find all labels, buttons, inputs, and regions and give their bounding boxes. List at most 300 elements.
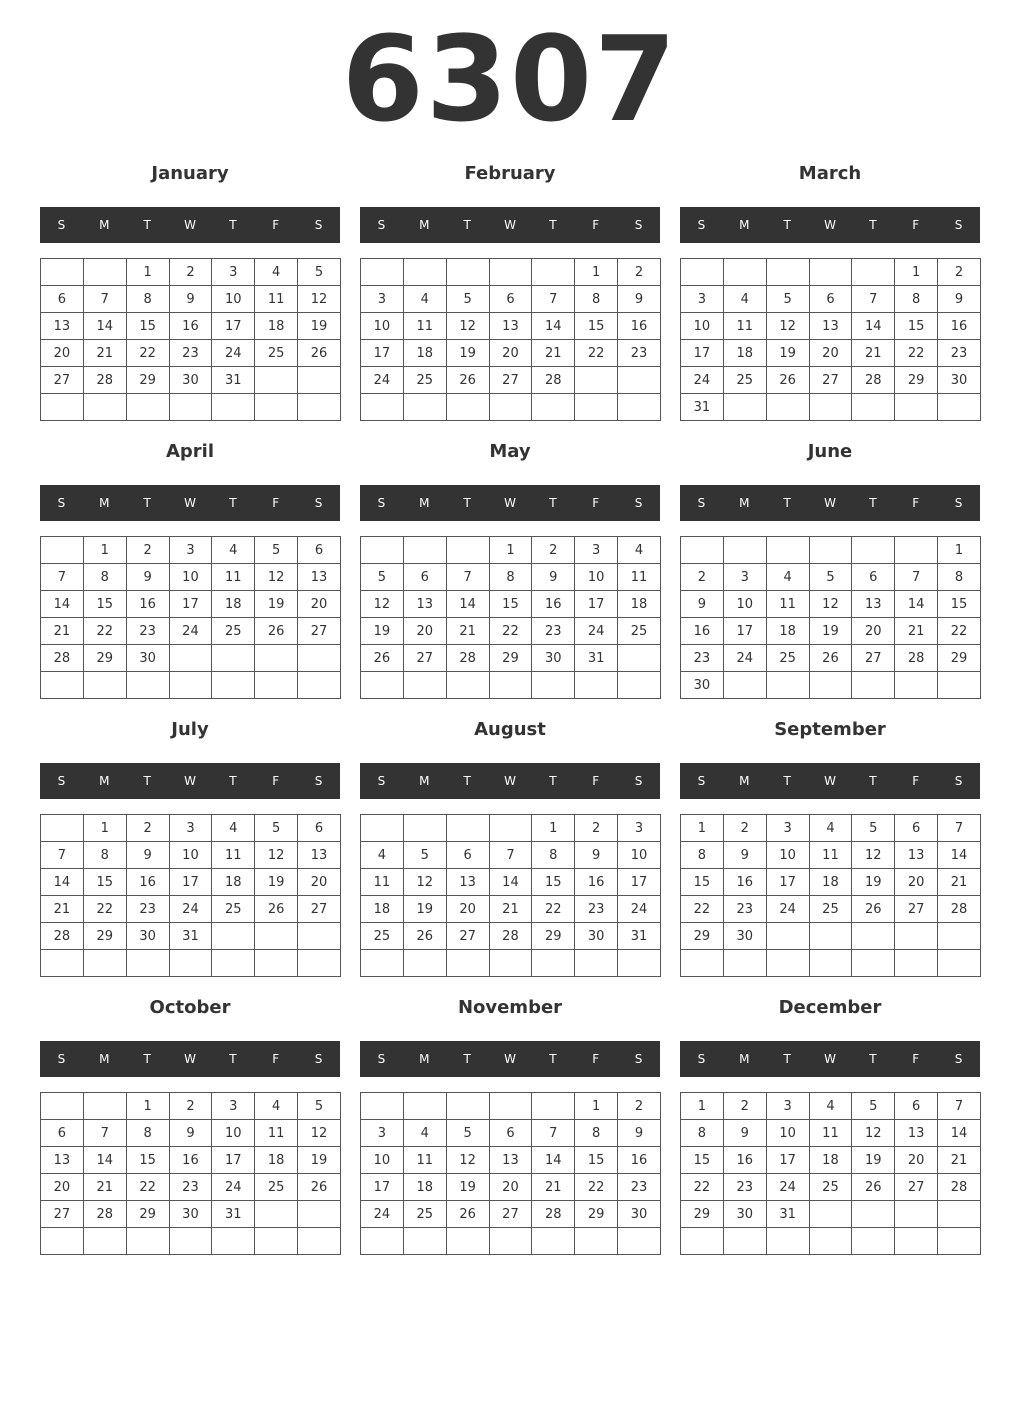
weekday-header	[40, 207, 340, 243]
day-cell: 10	[575, 564, 618, 591]
day-cell	[41, 950, 84, 977]
week-row	[361, 1147, 661, 1174]
day-cell: 13	[489, 313, 532, 340]
weekday-header	[360, 763, 660, 799]
day-grid	[680, 814, 981, 977]
day-cell	[403, 394, 446, 421]
day-cell: 21	[852, 340, 895, 367]
day-cell: 12	[255, 842, 298, 869]
week-row	[361, 286, 661, 313]
day-cell: 5	[298, 1093, 341, 1120]
day-cell	[938, 672, 981, 699]
day-cell: 14	[83, 313, 126, 340]
day-cell: 20	[298, 869, 341, 896]
day-cell: 13	[298, 842, 341, 869]
week-row	[361, 1174, 661, 1201]
day-cell	[852, 259, 895, 286]
day-cell: 24	[766, 896, 809, 923]
day-cell: 19	[255, 591, 298, 618]
day-cell: 23	[723, 1174, 766, 1201]
day-cell: 26	[298, 340, 341, 367]
day-cell	[532, 1093, 575, 1120]
day-cell: 4	[212, 815, 255, 842]
day-cell: 6	[852, 564, 895, 591]
day-cell: 22	[681, 1174, 724, 1201]
day-cell: 23	[723, 896, 766, 923]
weekday-label: S	[57, 774, 66, 788]
day-cell: 15	[938, 591, 981, 618]
week-row	[41, 591, 341, 618]
day-grid	[680, 536, 981, 699]
weekday-header	[360, 1041, 660, 1077]
day-cell	[723, 537, 766, 564]
week-row	[681, 815, 981, 842]
day-cell: 25	[403, 367, 446, 394]
day-cell: 27	[852, 645, 895, 672]
week-row	[361, 367, 661, 394]
day-cell: 26	[298, 1174, 341, 1201]
day-cell	[403, 950, 446, 977]
day-cell: 19	[298, 313, 341, 340]
day-cell	[489, 1093, 532, 1120]
day-cell: 13	[852, 591, 895, 618]
weekday-label: T	[869, 774, 877, 788]
day-cell: 31	[681, 394, 724, 421]
day-cell	[126, 1228, 169, 1255]
week-row	[41, 1228, 341, 1255]
day-cell: 26	[446, 367, 489, 394]
day-cell	[489, 259, 532, 286]
day-cell: 29	[575, 1201, 618, 1228]
month-title: February	[464, 163, 556, 184]
day-cell: 10	[766, 842, 809, 869]
weekday-label: F	[912, 774, 920, 788]
day-cell	[446, 537, 489, 564]
week-row	[41, 564, 341, 591]
day-cell: 12	[403, 869, 446, 896]
day-cell	[41, 1093, 84, 1120]
day-cell: 7	[446, 564, 489, 591]
day-cell	[852, 394, 895, 421]
weekday-header	[680, 485, 980, 521]
day-cell: 1	[895, 259, 938, 286]
day-cell: 3	[575, 537, 618, 564]
day-cell	[489, 815, 532, 842]
day-cell	[938, 1228, 981, 1255]
day-cell	[255, 1201, 298, 1228]
day-cell: 30	[169, 367, 212, 394]
day-cell: 12	[852, 1120, 895, 1147]
weekday-header	[360, 207, 660, 243]
day-cell: 20	[446, 896, 489, 923]
day-cell: 7	[83, 1120, 126, 1147]
day-cell: 14	[446, 591, 489, 618]
day-cell	[83, 259, 126, 286]
weekday-label: T	[869, 218, 877, 232]
day-cell	[169, 950, 212, 977]
weekday-label: T	[143, 218, 151, 232]
day-cell	[446, 815, 489, 842]
week-row	[41, 950, 341, 977]
day-cell: 2	[126, 815, 169, 842]
week-row	[41, 842, 341, 869]
day-cell: 5	[255, 537, 298, 564]
day-cell	[41, 815, 84, 842]
weekday-label: T	[783, 774, 791, 788]
day-cell: 17	[169, 869, 212, 896]
day-cell: 10	[361, 313, 404, 340]
day-cell	[809, 394, 852, 421]
day-cell: 14	[532, 1147, 575, 1174]
day-cell: 6	[403, 564, 446, 591]
day-cell: 6	[298, 815, 341, 842]
day-cell: 4	[255, 259, 298, 286]
day-cell	[723, 1228, 766, 1255]
weekday-label: S	[634, 774, 643, 788]
day-cell	[361, 672, 404, 699]
weekday-label: T	[463, 1052, 471, 1066]
week-row	[361, 842, 661, 869]
day-cell: 27	[41, 367, 84, 394]
day-cell	[681, 950, 724, 977]
day-cell	[298, 1201, 341, 1228]
day-cell	[809, 950, 852, 977]
day-cell	[83, 394, 126, 421]
day-cell: 23	[532, 618, 575, 645]
day-cell	[532, 259, 575, 286]
day-cell: 28	[83, 1201, 126, 1228]
day-cell: 7	[895, 564, 938, 591]
day-cell: 21	[938, 869, 981, 896]
week-row	[41, 869, 341, 896]
month-title: September	[774, 719, 886, 740]
day-cell	[809, 672, 852, 699]
day-cell: 16	[723, 1147, 766, 1174]
day-cell: 25	[361, 923, 404, 950]
day-cell	[895, 1201, 938, 1228]
day-cell: 16	[575, 869, 618, 896]
day-grid	[40, 1092, 341, 1255]
day-cell	[766, 923, 809, 950]
day-cell: 11	[618, 564, 661, 591]
day-cell: 24	[212, 340, 255, 367]
week-row	[41, 1120, 341, 1147]
day-cell: 9	[723, 1120, 766, 1147]
day-cell: 5	[446, 1120, 489, 1147]
weekday-label: M	[99, 496, 110, 510]
day-cell: 19	[298, 1147, 341, 1174]
day-cell	[766, 950, 809, 977]
weekday-header	[680, 207, 980, 243]
day-cell: 27	[895, 896, 938, 923]
day-cell	[255, 367, 298, 394]
week-row	[41, 259, 341, 286]
day-cell	[298, 672, 341, 699]
week-row	[361, 564, 661, 591]
day-cell: 1	[489, 537, 532, 564]
day-cell	[723, 259, 766, 286]
day-cell: 15	[575, 1147, 618, 1174]
day-cell: 1	[126, 1093, 169, 1120]
weekday-label: W	[504, 218, 516, 232]
day-cell: 5	[361, 564, 404, 591]
day-cell	[403, 815, 446, 842]
day-cell: 10	[681, 313, 724, 340]
day-cell	[895, 923, 938, 950]
day-cell: 1	[575, 1093, 618, 1120]
day-cell: 30	[575, 923, 618, 950]
day-cell: 19	[446, 1174, 489, 1201]
week-row	[41, 1174, 341, 1201]
weekday-label: T	[549, 774, 557, 788]
day-cell: 6	[809, 286, 852, 313]
day-cell: 17	[169, 591, 212, 618]
day-cell: 24	[618, 896, 661, 923]
day-cell: 10	[212, 286, 255, 313]
day-cell: 21	[895, 618, 938, 645]
day-cell: 9	[618, 1120, 661, 1147]
year-title: 6307	[341, 10, 679, 148]
weekday-label: F	[592, 496, 600, 510]
day-cell: 6	[895, 815, 938, 842]
day-cell: 23	[126, 896, 169, 923]
weekday-label: T	[463, 496, 471, 510]
weekday-label: T	[143, 496, 151, 510]
week-row	[361, 923, 661, 950]
day-cell: 23	[169, 340, 212, 367]
weekday-label: W	[824, 218, 836, 232]
weekday-label: F	[592, 774, 600, 788]
week-row	[681, 564, 981, 591]
day-cell: 8	[895, 286, 938, 313]
day-cell: 20	[403, 618, 446, 645]
day-cell: 14	[532, 313, 575, 340]
day-cell	[212, 394, 255, 421]
weekday-label: T	[229, 1052, 237, 1066]
month-title: December	[778, 997, 882, 1018]
day-cell	[298, 923, 341, 950]
day-cell	[83, 672, 126, 699]
day-cell: 22	[83, 896, 126, 923]
day-cell	[41, 672, 84, 699]
day-cell: 20	[895, 869, 938, 896]
day-cell: 21	[41, 896, 84, 923]
day-cell: 15	[575, 313, 618, 340]
day-cell: 14	[489, 869, 532, 896]
day-cell: 24	[169, 896, 212, 923]
day-cell: 2	[618, 1093, 661, 1120]
day-cell	[361, 1093, 404, 1120]
weekday-label: M	[739, 496, 750, 510]
day-cell: 26	[446, 1201, 489, 1228]
day-cell: 30	[681, 672, 724, 699]
day-cell: 20	[852, 618, 895, 645]
day-cell: 19	[403, 896, 446, 923]
day-cell: 15	[895, 313, 938, 340]
day-cell	[489, 394, 532, 421]
weekday-label: W	[504, 496, 516, 510]
day-cell: 26	[852, 1174, 895, 1201]
day-cell	[852, 950, 895, 977]
weekday-label: S	[697, 774, 706, 788]
day-cell	[618, 950, 661, 977]
day-cell: 17	[681, 340, 724, 367]
weekday-label: F	[592, 1052, 600, 1066]
day-cell: 18	[255, 313, 298, 340]
day-cell: 28	[41, 923, 84, 950]
day-cell	[41, 537, 84, 564]
day-cell: 28	[532, 367, 575, 394]
day-cell	[403, 259, 446, 286]
day-cell: 22	[575, 340, 618, 367]
week-row	[41, 340, 341, 367]
day-cell: 16	[532, 591, 575, 618]
day-cell: 3	[169, 815, 212, 842]
day-cell: 17	[723, 618, 766, 645]
weekday-label: F	[912, 218, 920, 232]
day-cell	[403, 1228, 446, 1255]
month-title: April	[165, 441, 215, 462]
week-row	[41, 367, 341, 394]
weekday-label: T	[783, 496, 791, 510]
day-cell	[298, 645, 341, 672]
day-cell: 27	[298, 618, 341, 645]
day-cell: 30	[532, 645, 575, 672]
day-cell	[938, 394, 981, 421]
day-cell	[532, 672, 575, 699]
weekday-label: W	[184, 218, 196, 232]
weekday-label: T	[869, 496, 877, 510]
day-cell: 29	[489, 645, 532, 672]
day-cell: 22	[532, 896, 575, 923]
day-cell: 30	[126, 645, 169, 672]
day-cell	[255, 923, 298, 950]
weekday-label: W	[184, 774, 196, 788]
month-title: August	[474, 719, 546, 740]
day-cell: 10	[212, 1120, 255, 1147]
day-cell: 17	[212, 1147, 255, 1174]
day-cell: 20	[298, 591, 341, 618]
day-cell: 7	[532, 1120, 575, 1147]
day-cell	[298, 367, 341, 394]
day-cell	[895, 1228, 938, 1255]
day-cell: 7	[938, 1093, 981, 1120]
day-cell: 19	[852, 869, 895, 896]
day-cell: 10	[618, 842, 661, 869]
day-cell: 26	[255, 896, 298, 923]
day-cell: 29	[126, 1201, 169, 1228]
day-cell: 2	[723, 815, 766, 842]
weekday-label: S	[697, 496, 706, 510]
week-row	[41, 645, 341, 672]
day-cell	[575, 367, 618, 394]
day-cell: 29	[938, 645, 981, 672]
day-cell: 25	[255, 340, 298, 367]
day-cell: 25	[212, 896, 255, 923]
day-cell: 12	[298, 286, 341, 313]
weekday-label: F	[272, 496, 280, 510]
day-cell: 11	[361, 869, 404, 896]
day-cell: 15	[126, 1147, 169, 1174]
weekday-label: S	[377, 218, 386, 232]
day-cell	[895, 537, 938, 564]
day-cell: 23	[575, 896, 618, 923]
day-cell	[41, 259, 84, 286]
day-cell: 12	[446, 1147, 489, 1174]
day-cell	[681, 259, 724, 286]
day-cell	[895, 394, 938, 421]
day-cell: 1	[681, 815, 724, 842]
weekday-label: W	[184, 496, 196, 510]
day-cell: 5	[809, 564, 852, 591]
week-row	[361, 340, 661, 367]
day-cell	[575, 672, 618, 699]
day-cell: 13	[403, 591, 446, 618]
day-cell: 5	[446, 286, 489, 313]
day-cell: 4	[212, 537, 255, 564]
weekday-header	[40, 1041, 340, 1077]
day-cell: 30	[938, 367, 981, 394]
day-cell: 16	[723, 869, 766, 896]
day-cell	[723, 672, 766, 699]
day-cell: 29	[681, 1201, 724, 1228]
day-cell: 14	[41, 591, 84, 618]
day-cell: 2	[681, 564, 724, 591]
day-cell: 8	[126, 1120, 169, 1147]
weekday-header	[40, 485, 340, 521]
day-cell: 5	[298, 259, 341, 286]
day-cell: 23	[169, 1174, 212, 1201]
day-cell: 9	[169, 1120, 212, 1147]
day-cell: 13	[489, 1147, 532, 1174]
day-cell: 16	[681, 618, 724, 645]
day-cell: 8	[126, 286, 169, 313]
day-cell: 9	[126, 842, 169, 869]
day-cell: 22	[895, 340, 938, 367]
day-cell: 9	[723, 842, 766, 869]
day-cell: 19	[852, 1147, 895, 1174]
day-cell	[212, 1228, 255, 1255]
day-cell: 3	[212, 259, 255, 286]
day-grid	[40, 536, 341, 699]
day-cell: 11	[809, 1120, 852, 1147]
day-cell	[361, 1228, 404, 1255]
week-row	[681, 394, 981, 421]
day-cell: 2	[126, 537, 169, 564]
week-row	[361, 950, 661, 977]
day-cell: 13	[895, 1120, 938, 1147]
day-cell	[575, 950, 618, 977]
week-row	[41, 815, 341, 842]
day-cell	[403, 537, 446, 564]
weekday-label: T	[549, 496, 557, 510]
day-cell	[938, 923, 981, 950]
day-cell: 26	[255, 618, 298, 645]
day-cell: 9	[575, 842, 618, 869]
day-cell	[169, 394, 212, 421]
week-row	[361, 1228, 661, 1255]
day-cell: 27	[446, 923, 489, 950]
day-cell: 2	[169, 259, 212, 286]
day-cell: 12	[446, 313, 489, 340]
day-cell: 1	[681, 1093, 724, 1120]
day-cell	[895, 950, 938, 977]
day-cell	[212, 645, 255, 672]
day-cell: 21	[938, 1147, 981, 1174]
day-cell: 6	[41, 286, 84, 313]
day-cell: 16	[618, 1147, 661, 1174]
day-cell	[809, 1201, 852, 1228]
